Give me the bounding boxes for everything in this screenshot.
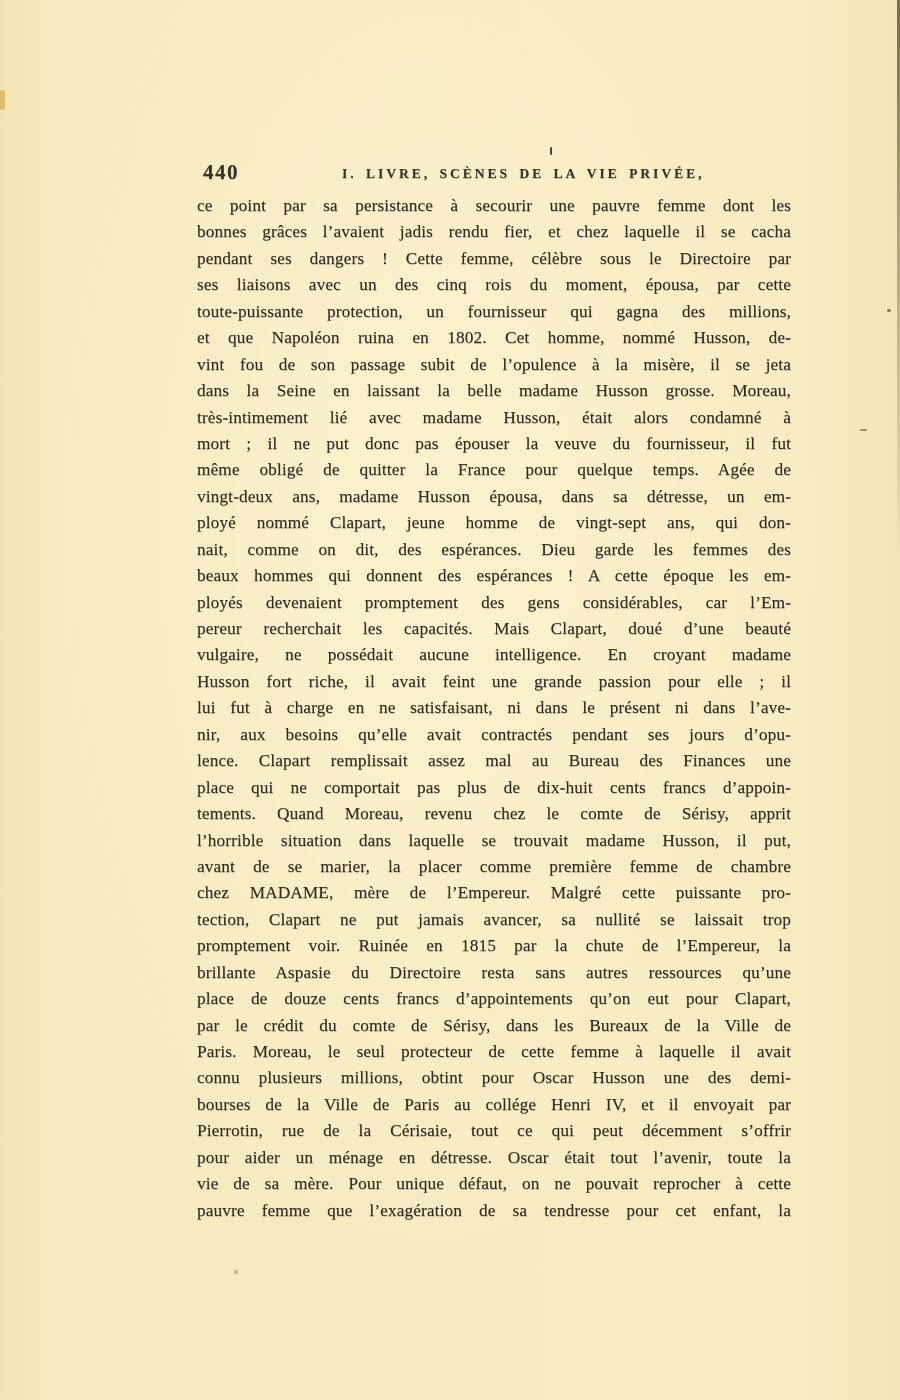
text-line: promptement voir. Ruinée en 1815 par la chute de l’Empereur, la <box>197 936 791 956</box>
text-line: tements. Quand Moreau, revenu chez le comte de Sérisy, apprit <box>197 804 791 824</box>
text-line: vulgaire, ne possédait aucune intelligence. En croyant madame <box>197 645 791 665</box>
text-line: bourses de la Ville de Paris au collége Henri IV, et il envoyait par <box>197 1094 791 1114</box>
text-line: nir, aux besoins qu’elle avait contractés pendant ses jours d’opu- <box>197 724 791 744</box>
text-line: mort ; il ne put donc pas épouser la veuve du fournisseur, il fut <box>197 433 791 453</box>
text-line: beaux hommes qui donnent des espérances ! A cette époque les em- <box>197 566 791 586</box>
text-line: pereur recherchait les capacités. Mais Clapart, doué d’une beauté <box>197 619 791 638</box>
text-line: avant de se marier, la placer comme première femme de chambre <box>197 856 791 876</box>
text-line: brillante Aspasie du Directoire resta sans autres ressources qu’une <box>197 962 791 982</box>
paper-speck <box>550 147 552 155</box>
body-text-block <box>197 193 791 1224</box>
text-line: vint fou de son passage subit de l’opulence à la misère, il se jeta <box>197 354 791 374</box>
page-number: 440 <box>203 160 239 184</box>
text-line: ce point par sa persistance à secourir une pauvre femme dont les <box>197 196 791 215</box>
text-line: nait, comme on dit, des espérances. Dieu garde les femmes des <box>197 539 791 559</box>
text-line: et que Napoléon ruina en 1802. Cet homme, nommé Husson, de- <box>197 328 791 348</box>
text-line: pour aider un ménage en détresse. Oscar était tout l’avenir, toute la <box>197 1147 791 1167</box>
text-line: connu plusieurs millions, obtint pour Oscar Husson une des demi- <box>197 1068 791 1088</box>
text-line: Husson fort riche, il avait feint une grande passion pour elle ; il <box>197 671 791 691</box>
text-line: même obligé de quitter la France pour quelque temps. Agée de <box>197 460 791 480</box>
text-line: ployé nommé Clapart, jeune homme de vingt-sept ans, qui don- <box>197 513 791 533</box>
running-header: I. LIVRE, SCÈNES DE LA VIE PRIVÉE, <box>342 166 705 181</box>
text-line: Paris. Moreau, le seul protecteur de cette femme à laquelle il avait <box>197 1042 791 1061</box>
text-line: très-intimement lié avec madame Husson, était alors condamné à <box>197 407 791 427</box>
text-line: chez MADAME, mère de l’Empereur. Malgré cette puissante pro- <box>197 883 791 903</box>
text-line: vie de sa mère. Pour unique défaut, on ne pouvait reprocher à cette <box>197 1174 791 1194</box>
text-line: toute-puissante protection, un fournisseur qui gagna des millions, <box>197 301 791 321</box>
text-line: Pierrotin, rue de la Cérisaie, tout ce qui peut décemment s’offrir <box>197 1121 791 1141</box>
text-line: place de douze cents francs d’appointements qu’on eut pour Clapart, <box>197 989 791 1009</box>
text-line: vingt-deux ans, madame Husson épousa, dans sa détresse, un em- <box>197 486 791 506</box>
paper-speck <box>234 1270 238 1274</box>
text-line: tection, Clapart ne put jamais avancer, sa nullité se laissait trop <box>197 909 791 929</box>
paper-speck <box>887 309 891 312</box>
text-line: pauvre femme que l’exagération de sa tendresse pour cet enfant, la <box>197 1200 791 1220</box>
text-line: dans la Seine en laissant la belle madame Husson grosse. Moreau, <box>197 381 791 401</box>
text-line: place qui ne comportait pas plus de dix-huit cents francs d’appoin- <box>197 777 791 797</box>
text-line: lui fut à charge en ne satisfaisant, ni dans le présent ni dans l’ave- <box>197 698 791 718</box>
paper-speck <box>860 429 867 431</box>
paper-speck <box>0 90 5 110</box>
text-line: lence. Clapart remplissait assez mal au Bureau des Finances une <box>197 751 791 771</box>
text-line: ployés devenaient promptement des gens considérables, car l’Em- <box>197 592 791 612</box>
text-line: pendant ses dangers ! Cette femme, célèbre sous le Directoire par <box>197 248 791 268</box>
text-line: ses liaisons avec un des cinq rois du moment, épousa, par cette <box>197 275 791 295</box>
text-line: l’horrible situation dans laquelle se trouvait madame Husson, il put, <box>197 830 791 850</box>
text-line: par le crédit du comte de Sérisy, dans les Bureaux de la Ville de <box>197 1015 791 1035</box>
text-line: bonnes grâces l’avaient jadis rendu fier, et chez laquelle il se cacha <box>197 222 791 242</box>
